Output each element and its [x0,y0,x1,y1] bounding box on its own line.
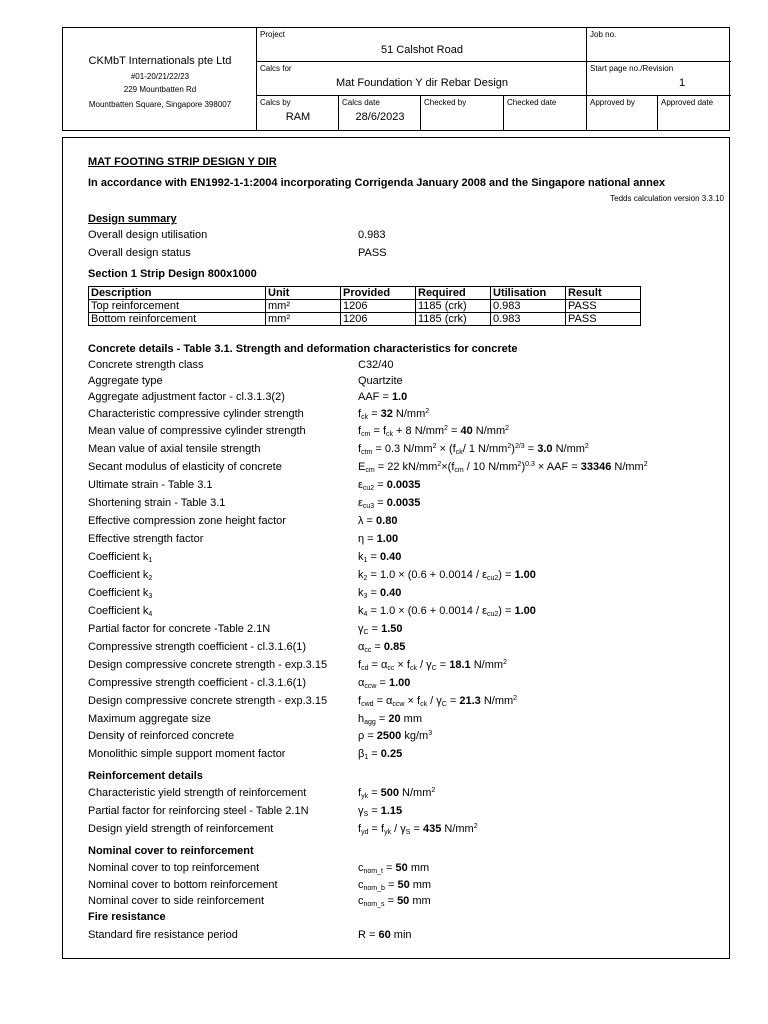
company-address-2: 229 Mountbatten Rd [123,85,197,94]
param-label: Coefficient $k_3$ [88,587,153,600]
param-formula: $f_{yk} = 500$ $N/mm^2$ [358,787,436,800]
param-formula: $E_{cm} = 22$ $kN/mm^2\times(f_{cm} / 10$ $N/mm^2)^{0.3}$ × AAF = 33346 $N/mm^2$ [358,461,648,474]
checked-by-label: Checked by [424,98,467,107]
param-value: C32/40 [358,359,394,371]
param-value: 1.15 [380,805,403,817]
param-value: 50 [397,895,410,907]
param-label: Compressive strength coefficient - cl.3.1.6(1) [88,677,307,689]
param-label: Effective compression zone height factor [88,515,286,527]
param-label: Secant modulus of elasticity of concrete [88,461,282,473]
param-formula: ρ = 2500 $kg/m^3$ [358,730,433,742]
param-label-text: Coefficient k [88,605,149,617]
param-value: 50 [397,879,410,891]
param-formula: $\alpha_{cc} = 0.85$ [358,641,406,654]
param-label: Characteristic compressive cylinder strength [88,408,304,420]
approved-by-cell [586,96,657,130]
param-value: 40 [460,425,473,437]
param-formula: AAF = 1.0 [358,391,408,403]
param-label: Aggregate adjustment factor - cl.3.1.3(2) [88,391,285,403]
param-formula: $f_{cwd} = \alpha_{ccw} \times f_{ck} / \gamma_C = 21.3$ $N/mm^2$ [358,695,518,708]
param-formula: $\alpha_{ccw} = 1.00$ [358,677,411,690]
header-box [62,27,730,131]
param-label: Coefficient $k_4$ [88,605,153,618]
summary-value: PASS [358,247,387,259]
checked-date-cell [503,96,586,130]
summary-value: 0.983 [358,229,386,241]
param-label: Effective strength factor [88,533,204,545]
table-header-cell: Required [416,287,491,300]
param-label: Concrete strength class [88,359,204,371]
table-cell: mm² [266,300,341,313]
param-formula: $\beta_1 = 0.25$ [358,748,403,761]
param-value: 0.80 [376,515,398,527]
approved-date-cell [657,96,731,130]
param-label: Density of reinforced concrete [88,730,235,742]
cover-title: Nominal cover to reinforcement [88,845,254,857]
param-label: Nominal cover to top reinforcement [88,862,260,874]
project-value: 51 Calshot Road [381,44,463,56]
fire-title: Fire resistance [88,911,166,923]
param-value: 1.0 [391,391,408,403]
param-value: 0.85 [383,641,406,653]
param-formula: R = 60 min [358,929,412,941]
param-formula: $k_2 = 1.0 \times (0.6 + 0.0014 / \varepsilon_{cu2}) = 1.00$ [358,569,536,582]
table-cell: Bottom reinforcement [89,313,266,326]
start-page-cell [586,62,731,96]
param-value: 0.25 [380,748,403,760]
document-title: MAT FOOTING STRIP DESIGN Y DIR [88,156,277,168]
start-page-value: 1 [678,77,686,89]
company-address-1: #01-20/21/22/23 [130,72,190,81]
table-header-cell: Result [566,287,641,300]
param-label: Characteristic yield strength of reinforcement [88,787,307,799]
table-row [89,300,641,313]
calcs-for-value: Mat Foundation Y dir Rebar Design [335,77,509,89]
param-formula: λ = 0.80 [358,515,398,527]
param-value: 33346 [580,461,612,473]
job-cell [586,28,731,62]
param-formula: $h_{agg} = 20$ mm [358,713,422,726]
param-label: Mean value of axial tensile strength [88,443,261,455]
table-header-cell: Unit [266,287,341,300]
concrete-title: Concrete details - Table 3.1. Strength and deformation characteristics for concrete [88,343,518,355]
param-value: 32 [380,408,393,420]
reinforcement-title: Reinforcement details [88,770,203,782]
param-formula: $c_{nom\_t} = 50$ mm [358,862,430,875]
summary-table [88,286,641,326]
section1-title: Section 1 Strip Design 800x1000 [88,268,257,280]
document-subtitle: In accordance with EN1992-1-1:2004 incorporating Corrigenda January 2008 and the Singapore national annex [88,177,666,189]
design-summary-title: Design summary [88,213,177,225]
param-label: Design compressive concrete strength - exp.3.15 [88,659,328,671]
param-formula: $k_4 = 1.0 \times (0.6 + 0.0014 / \varepsilon_{cu2}) = 1.00$ [358,605,536,618]
calcs-for-cell [256,62,586,96]
company-name: CKMbT Internationals pte Ltd [88,55,232,67]
param-label-text: Coefficient k [88,551,149,563]
company-address-3: Mountbatten Square, Singapore 398007 [88,100,232,109]
param-formula: $k_3 = 0.40$ [358,587,402,600]
param-formula: $\gamma_S = 1.15$ [358,805,403,818]
calcs-by-value: RAM [285,111,311,123]
param-label: Maximum aggregate size [88,713,211,725]
param-value: 0.40 [379,551,402,563]
param-formula: η = 1.00 [358,533,399,545]
summary-label: Overall design utilisation [88,229,208,241]
param-value: 435 [422,823,442,835]
project-label: Project [260,30,285,39]
table-cell: 1206 [341,300,416,313]
param-value: 2500 [376,730,402,742]
version-text: Tedds calculation version 3.3.10 [610,194,724,203]
param-formula: $f_{ck} = 32$ $N/mm^2$ [358,408,430,421]
param-formula: $k_1 = 0.40$ [358,551,402,564]
param-formula: $f_{ctm} = 0.3$ $N/mm^2 \times (f_{ck}/$ 1 $N/mm^2)^{2/3} = 3.0$ $N/mm^2$ [358,443,589,456]
calcs-date-cell [338,96,420,130]
param-formula: $f_{yd} = f_{yk} / \gamma_S = 435$ $N/mm^2$ [358,823,478,836]
table-header-cell: Utilisation [491,287,566,300]
param-value: 21.3 [459,695,481,707]
param-label: Partial factor for concrete -Table 2.1N [88,623,271,635]
param-label-text: Coefficient k [88,569,149,581]
param-formula: $\varepsilon_{cu2} = 0.0035$ [358,479,421,492]
start-page-label: Start page no./Revision [590,64,674,73]
param-value: 1.00 [376,533,399,545]
project-cell [256,28,586,62]
table-cell: 1206 [341,313,416,326]
param-value: 60 [378,929,391,941]
table-header-cell: Description [89,287,266,300]
param-label: Shortening strain - Table 3.1 [88,497,226,509]
table-header-cell: Provided [341,287,416,300]
param-label: Coefficient $k_1$ [88,551,153,564]
param-formula: $c_{nom\_s} = 50$ mm [358,895,431,908]
table-cell: 1185 (crk) [416,313,491,326]
summary-label: Overall design status [88,247,191,259]
table-cell: Top reinforcement [89,300,266,313]
param-value: 20 [388,713,401,725]
calcs-by-label: Calcs by [260,98,291,107]
calcs-date-label: Calcs date [342,98,380,107]
checked-date-label: Checked date [507,98,557,107]
param-formula: $\varepsilon_{cu3} = 0.0035$ [358,497,421,510]
param-label: Ultimate strain - Table 3.1 [88,479,213,491]
table-cell: 0.983 [491,300,566,313]
table-row [89,313,641,326]
job-label: Job no. [590,30,617,39]
param-label: Mean value of compressive cylinder strength [88,425,306,437]
param-label: Standard fire resistance period [88,929,238,941]
param-formula: $c_{nom\_b} = 50$ mm [358,879,432,892]
checked-by-cell [420,96,503,130]
param-label: Design yield strength of reinforcement [88,823,274,835]
calculation-body [62,137,730,959]
param-label: Nominal cover to side reinforcement [88,895,265,907]
table-header-row [89,287,641,300]
calcs-for-label: Calcs for [260,64,292,73]
param-value: 1.00 [514,569,536,581]
param-value: Quartzite [358,375,403,387]
calcs-by-cell [256,96,338,130]
approved-date-label: Approved date [661,98,714,107]
calcs-date-value: 28/6/2023 [355,111,405,123]
table-cell: PASS [566,313,641,326]
param-value: 50 [395,862,408,874]
table-cell: 1185 (crk) [416,300,491,313]
table-cell: mm² [266,313,341,326]
param-value: 1.00 [514,605,536,617]
param-label-text: Coefficient k [88,587,149,599]
param-label: Design compressive concrete strength - exp.3.15 [88,695,328,707]
param-value: 3.0 [537,443,553,455]
param-label: Aggregate type [88,375,163,387]
param-value: 0.0035 [386,497,421,509]
param-value: 0.40 [379,587,402,599]
param-label: Coefficient $k_2$ [88,569,153,582]
param-formula: $\gamma_C = 1.50$ [358,623,403,636]
param-label: Monolithic simple support moment factor [88,748,286,760]
param-formula: $f_{cd} = \alpha_{cc} \times f_{ck} / \gamma_C = 18.1$ $N/mm^2$ [358,659,507,672]
table-cell: PASS [566,300,641,313]
table-cell: 0.983 [491,313,566,326]
param-label: Nominal cover to bottom reinforcement [88,879,278,891]
approved-by-label: Approved by [590,98,635,107]
param-label: Compressive strength coefficient - cl.3.1.6(1) [88,641,307,653]
param-value: 0.0035 [386,479,421,491]
param-formula: $f_{cm} = f_{ck} + 8$ $N/mm^2 = 40$ $N/mm^2$ [358,425,510,438]
param-label: Partial factor for reinforcing steel - Table 2.1N [88,805,309,817]
param-value: 1.50 [381,623,403,635]
param-value: 1.00 [388,677,411,689]
param-value: 18.1 [449,659,471,671]
param-value: 500 [380,787,399,799]
